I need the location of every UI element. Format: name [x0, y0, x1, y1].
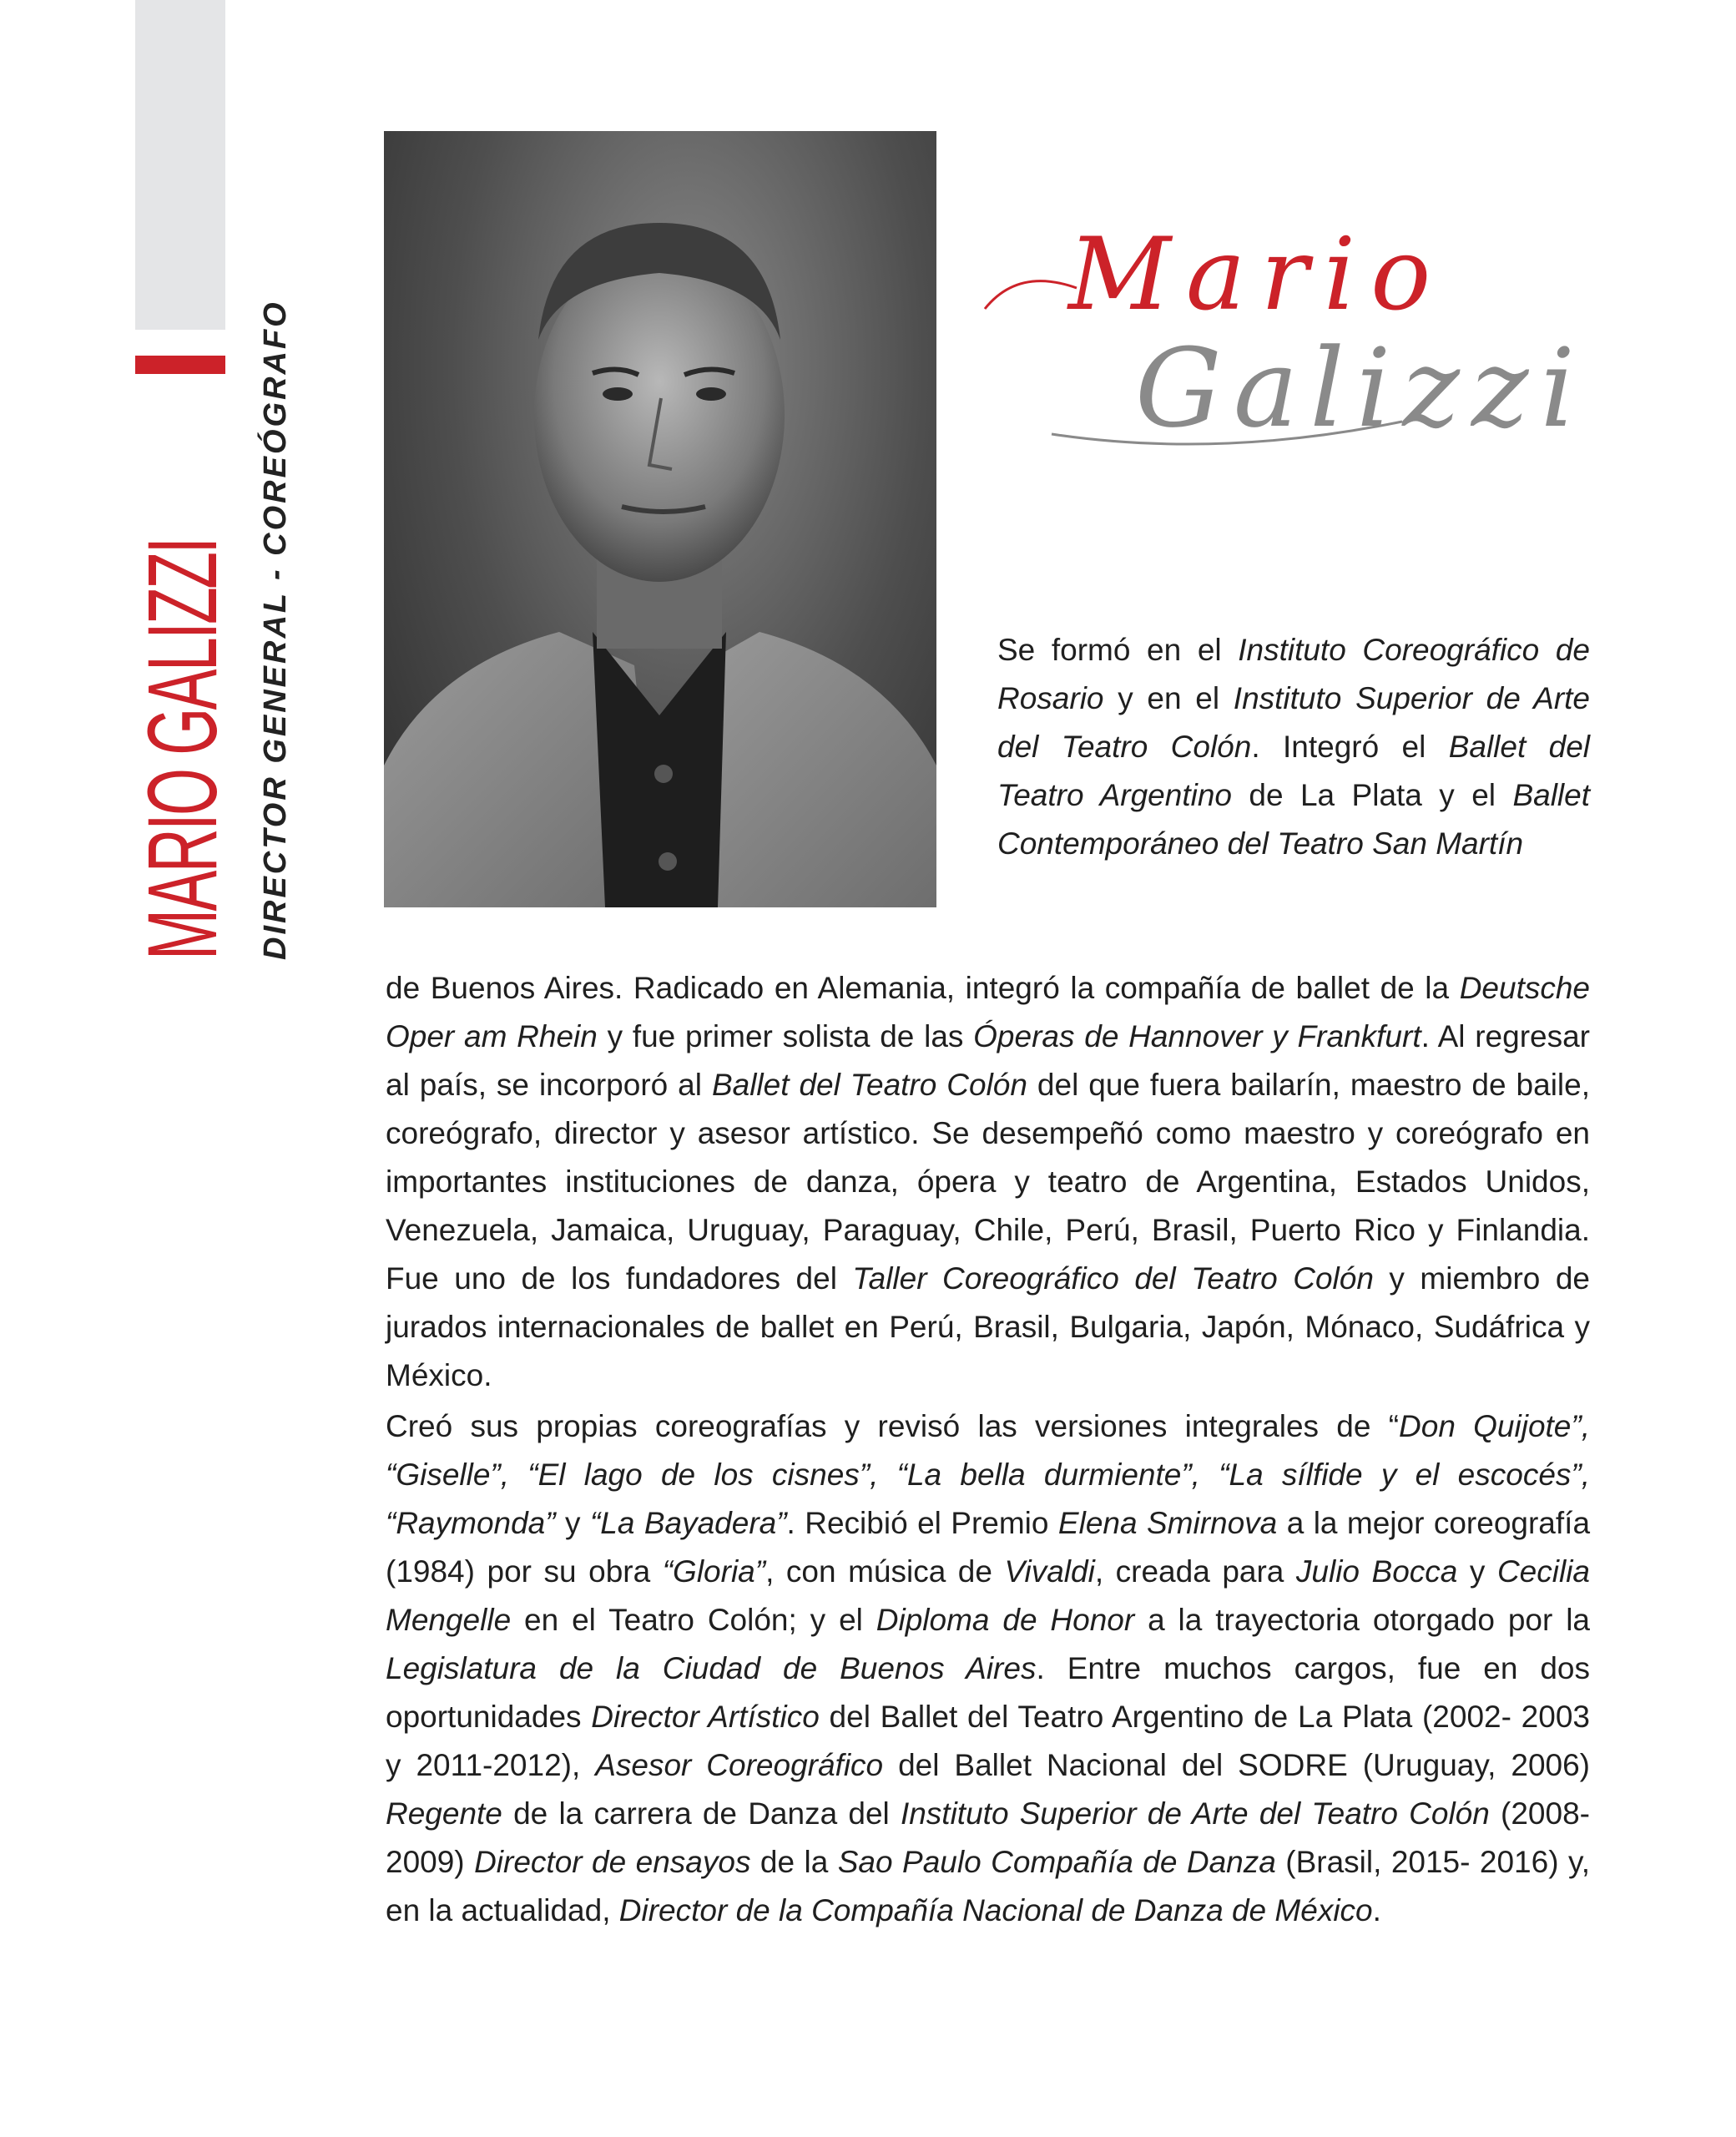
bio-italic-text: Taller Coreográfico del Teatro Colón — [852, 1261, 1374, 1296]
bio-italic-text: Director de ensayos — [474, 1845, 751, 1879]
bio-text: del Ballet Nacional del SODRE (Uruguay, 2006) — [883, 1748, 1590, 1782]
bio-text: en el Teatro Colón; y el — [511, 1603, 876, 1637]
signature-first: Mario — [1068, 217, 1446, 333]
bio-italic-text: Ballet del Teatro Argentino — [997, 730, 1590, 812]
bio-text: Se formó en el — [997, 633, 1239, 667]
bio-text: y en el — [1103, 681, 1234, 715]
portrait-photo — [384, 131, 936, 907]
bio-text: y miembro de jurados internacionales de ballet en Perú, Brasil, Bulgaria, Japón, Mónaco, Sudáfrica y México. — [386, 1261, 1590, 1392]
bio-italic-text: Instituto Superior de Arte del Teatro Colón — [900, 1796, 1490, 1831]
bio-text: de la — [750, 1845, 838, 1879]
bio-text: del que fuera bailarín, maestro de baile, coreógrafo, director y asesor artístico. Se desempeñó como maestro y coreógrafo en importantes instituciones de danza, ópera y teatro de Argentina, Estados Unidos, Venezuela, Jamaica, Uruguay, Paraguay, Chile, Perú, Brasil, Puerto Rico y Finlandia. Fue uno de los fundadores del — [386, 1068, 1590, 1296]
bio-italic-text: Ballet del Teatro Colón — [711, 1068, 1027, 1102]
bio-italic-text: Instituto Coreográfico de Rosario — [997, 633, 1590, 715]
portrait-illustration — [384, 131, 936, 907]
bio-italic-text: Asesor Coreográfico — [595, 1748, 884, 1782]
bio-italic-text: “La Bayadera” — [589, 1506, 787, 1540]
bio-italic-text: “Gloria” — [662, 1554, 766, 1589]
bio-italic-text: Sao Paulo Compañía de Danza — [837, 1845, 1276, 1879]
bio-italic-text: Elena Smirnova — [1057, 1506, 1278, 1540]
bio-italic-text: Deutsche Oper am Rhein — [386, 971, 1590, 1053]
bio-text: a la trayectoria otorgado por la — [1134, 1603, 1590, 1637]
bio-italic-text: Legislatura de la Ciudad de Buenos Aires — [386, 1651, 1037, 1685]
bio-text: . Al regresar al país, se incorporó al — [386, 1019, 1590, 1102]
bio-text: . Integró el — [1251, 730, 1449, 764]
bio-italic-text: Julio Bocca — [1295, 1554, 1458, 1589]
bio-text: y — [1457, 1554, 1497, 1589]
bio-italic-text: Diploma de Honor — [876, 1603, 1135, 1637]
bio-paragraph-1-start — [997, 626, 1590, 868]
bio-text: de la carrera de Danza del — [502, 1796, 901, 1831]
bio-italic-text: Don Quijote”, “Giselle”, “El lago de los cisnes”, “La bella durmiente”, “La sílfide y el escocés”, “Raymonda” — [386, 1409, 1590, 1540]
bio-text: y — [555, 1506, 590, 1540]
person-role: DIRECTOR GENERAL - COREÓGRAFO — [258, 300, 293, 960]
bio-text: Creó sus propias coreografías y revisó las versiones integrales de “ — [386, 1409, 1400, 1443]
bio-text: , creada para — [1094, 1554, 1296, 1589]
bio-text: . Entre muchos cargos, fue en dos oportunidades — [386, 1651, 1590, 1734]
bio-italic-text: Vivaldi — [1004, 1554, 1095, 1589]
bio-text: a la mejor coreografía (1984) por su obra — [386, 1506, 1591, 1589]
bio-italic-text: Ballet Contemporáneo del Teatro San Martín — [997, 778, 1590, 861]
signature-graphic — [968, 209, 1602, 509]
bio-italic-text: Regente — [386, 1796, 502, 1831]
person-name: MARIO GALIZZI — [128, 538, 238, 960]
bio-text: de La Plata y el — [1231, 778, 1513, 812]
bio-text: . Recibió el Premio — [786, 1506, 1058, 1540]
bio-italic-text: Instituto Superior de Arte del Teatro Colón — [997, 681, 1590, 764]
bio-italic-text: Cecilia Mengelle — [386, 1554, 1590, 1637]
bio-paragraph-1-continued — [386, 964, 1590, 1400]
bio-text: y fue primer solista de las — [597, 1019, 974, 1053]
bio-text: . — [1372, 1893, 1381, 1927]
bio-italic-text: Director de la Compañía Nacional de Danza de México — [618, 1893, 1373, 1927]
signature-last: Galizzi — [1135, 325, 1587, 452]
bio-text: (Brasil, 2015- 2016) y, en la actualidad, — [386, 1845, 1591, 1927]
bio-paragraph-2 — [386, 1402, 1590, 1935]
bio-text: , con música de — [765, 1554, 1005, 1589]
bio-italic-text: Director Artístico — [591, 1700, 820, 1734]
bio-italic-text: Óperas de Hannover y Frankfurt — [973, 1019, 1421, 1053]
bio-text: de Buenos Aires. Radicado en Alemania, integró la compañía de ballet de la — [386, 971, 1460, 1005]
vertical-name-title — [128, 281, 238, 960]
bio-text: del Ballet del Teatro Argentino de La Plata (2002- 2003 y 2011-2012), — [386, 1700, 1590, 1782]
bio-text: (2008-2009) — [386, 1796, 1590, 1879]
